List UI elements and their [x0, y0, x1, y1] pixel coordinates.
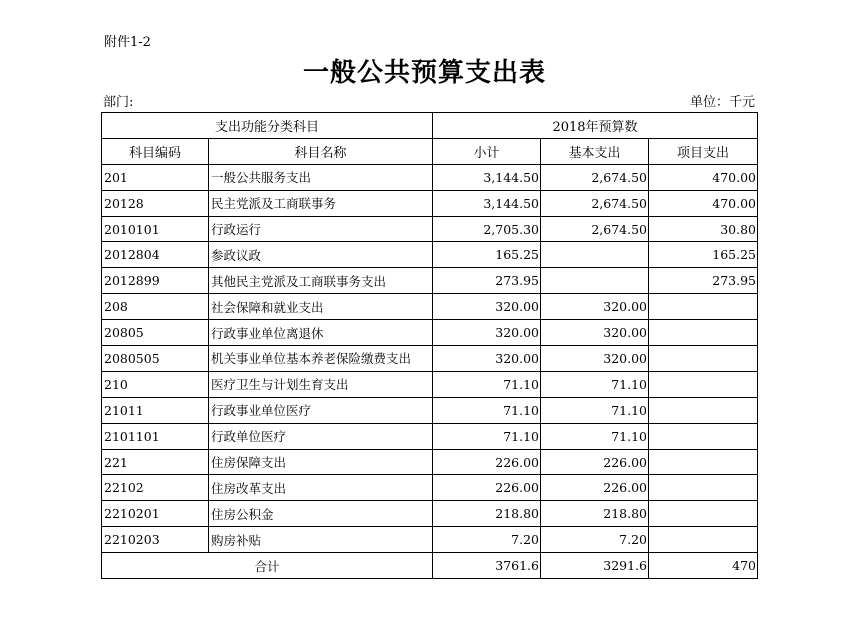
row-basic: 2,674.50 — [541, 190, 649, 216]
row-subtotal: 320.00 — [433, 320, 541, 346]
row-name: 医疗卫生与计划生育支出 — [209, 371, 433, 397]
code-header: 科目编码 — [102, 138, 209, 164]
row-basic: 226.00 — [541, 475, 649, 501]
row-code: 21011 — [102, 397, 209, 423]
row-project — [649, 501, 758, 527]
budget-group-header: 2018年预算数 — [433, 113, 758, 139]
row-code: 2210201 — [102, 501, 209, 527]
total-label: 合计 — [102, 553, 433, 579]
table-row — [102, 371, 758, 397]
row-subtotal: 71.10 — [433, 423, 541, 449]
row-name: 行政事业单位离退休 — [209, 320, 433, 346]
row-code: 20805 — [102, 320, 209, 346]
row-subtotal: 226.00 — [433, 475, 541, 501]
row-subtotal: 320.00 — [433, 346, 541, 372]
row-subtotal: 71.10 — [433, 397, 541, 423]
row-code: 20128 — [102, 190, 209, 216]
expenditure-table — [101, 112, 758, 579]
row-subtotal: 3,144.50 — [433, 164, 541, 190]
total-subtotal: 3761.6 — [433, 553, 541, 579]
row-project — [649, 423, 758, 449]
name-header: 科目名称 — [209, 138, 433, 164]
row-basic: 2,674.50 — [541, 164, 649, 190]
row-code: 2210203 — [102, 527, 209, 553]
row-name: 一般公共服务支出 — [209, 164, 433, 190]
row-code: 2012804 — [102, 242, 209, 268]
row-name: 机关事业单位基本养老保险缴费支出 — [209, 346, 433, 372]
row-basic — [541, 268, 649, 294]
category-group-header: 支出功能分类科目 — [102, 113, 433, 139]
row-name: 民主党派及工商联事务 — [209, 190, 433, 216]
row-code: 208 — [102, 294, 209, 320]
row-project — [649, 449, 758, 475]
row-code: 210 — [102, 371, 209, 397]
row-name: 行政事业单位医疗 — [209, 397, 433, 423]
table-row — [102, 475, 758, 501]
row-project: 30.80 — [649, 216, 758, 242]
row-project — [649, 346, 758, 372]
row-basic: 71.10 — [541, 397, 649, 423]
header-row-group — [102, 113, 758, 139]
row-basic: 2,674.50 — [541, 216, 649, 242]
row-basic: 320.00 — [541, 320, 649, 346]
row-code: 2080505 — [102, 346, 209, 372]
row-subtotal: 2,705.30 — [433, 216, 541, 242]
table-row — [102, 320, 758, 346]
table-row — [102, 501, 758, 527]
table-row — [102, 216, 758, 242]
row-project — [649, 371, 758, 397]
project-header: 项目支出 — [649, 138, 758, 164]
row-name: 行政运行 — [209, 216, 433, 242]
row-name: 参政议政 — [209, 242, 433, 268]
total-row — [102, 553, 758, 579]
row-basic: 7.20 — [541, 527, 649, 553]
table-row — [102, 527, 758, 553]
row-name: 住房改革支出 — [209, 475, 433, 501]
table-row — [102, 423, 758, 449]
table-row — [102, 268, 758, 294]
department-label: 部门: — [103, 95, 134, 110]
row-project — [649, 397, 758, 423]
row-code: 22102 — [102, 475, 209, 501]
table-row — [102, 346, 758, 372]
row-name: 社会保障和就业支出 — [209, 294, 433, 320]
total-basic: 3291.6 — [541, 553, 649, 579]
row-basic: 71.10 — [541, 371, 649, 397]
row-name: 行政单位医疗 — [209, 423, 433, 449]
subtotal-header: 小计 — [433, 138, 541, 164]
row-code: 201 — [102, 164, 209, 190]
row-project — [649, 527, 758, 553]
row-subtotal: 218.80 — [433, 501, 541, 527]
row-project — [649, 475, 758, 501]
total-project: 470 — [649, 553, 758, 579]
row-basic: 218.80 — [541, 501, 649, 527]
row-basic: 71.10 — [541, 423, 649, 449]
table-row — [102, 294, 758, 320]
row-project: 470.00 — [649, 164, 758, 190]
unit-label: 单位：千元 — [689, 95, 755, 110]
row-subtotal: 7.20 — [433, 527, 541, 553]
row-name: 住房公积金 — [209, 501, 433, 527]
table-row — [102, 397, 758, 423]
row-subtotal: 71.10 — [433, 371, 541, 397]
header-row-columns — [102, 138, 758, 164]
row-project: 470.00 — [649, 190, 758, 216]
row-code: 2012899 — [102, 268, 209, 294]
row-name: 购房补贴 — [209, 527, 433, 553]
row-subtotal: 226.00 — [433, 449, 541, 475]
row-subtotal: 273.95 — [433, 268, 541, 294]
row-project: 273.95 — [649, 268, 758, 294]
row-name: 其他民主党派及工商联事务支出 — [209, 268, 433, 294]
attachment-label: 附件1-2 — [104, 35, 151, 50]
page-title: 一般公共预算支出表 — [302, 58, 546, 88]
row-subtotal: 320.00 — [433, 294, 541, 320]
row-basic: 226.00 — [541, 449, 649, 475]
row-basic: 320.00 — [541, 294, 649, 320]
row-basic: 320.00 — [541, 346, 649, 372]
row-project — [649, 320, 758, 346]
row-code: 221 — [102, 449, 209, 475]
row-basic — [541, 242, 649, 268]
row-project — [649, 294, 758, 320]
basic-header: 基本支出 — [541, 138, 649, 164]
row-code: 2010101 — [102, 216, 209, 242]
row-code: 2101101 — [102, 423, 209, 449]
row-project: 165.25 — [649, 242, 758, 268]
table-row — [102, 242, 758, 268]
table-row — [102, 190, 758, 216]
row-subtotal: 3,144.50 — [433, 190, 541, 216]
row-subtotal: 165.25 — [433, 242, 541, 268]
row-name: 住房保障支出 — [209, 449, 433, 475]
table-row — [102, 449, 758, 475]
table-row — [102, 164, 758, 190]
